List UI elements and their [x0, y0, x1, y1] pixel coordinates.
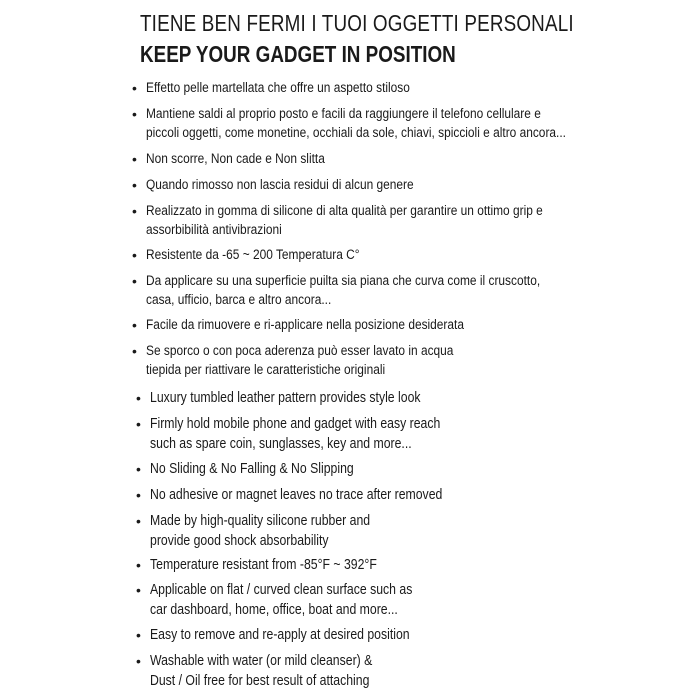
english-heading: KEEP YOUR GADGET IN POSITION	[140, 41, 456, 67]
bullet-icon: •	[132, 247, 137, 263]
list-item-text: No Sliding & No Falling & No Slipping	[150, 461, 354, 477]
list-item-text: Applicable on flat / curved clean surface such as	[150, 582, 413, 598]
bullet-icon: •	[132, 151, 137, 167]
list-item-text: Quando rimosso non lascia residui di alcun genere	[146, 177, 414, 193]
bullet-icon: •	[132, 106, 137, 122]
list-item-text: provide good shock absorbability	[150, 533, 329, 549]
list-item-text: Made by high-quality silicone rubber and	[150, 513, 371, 529]
bullet-icon: •	[136, 487, 141, 503]
list-item-text: piccoli oggetti, come monetine, occhiali da sole, chiavi, spiccioli e altro ancora...	[146, 125, 566, 141]
list-item-text: Facile da rimuovere e ri-applicare nella posizione desiderata	[146, 317, 464, 333]
list-item-text: such as spare coin, sunglasses, key and more...	[150, 436, 412, 452]
bullet-icon: •	[132, 203, 137, 219]
list-item-text: Mantiene saldi al proprio posto e facili da raggiungere il telefono cellulare e	[146, 106, 541, 122]
list-item-text: Firmly hold mobile phone and gadget with easy reach	[150, 416, 441, 432]
list-item-text: Se sporco o con poca aderenza può esser lavato in acqua	[146, 343, 454, 359]
list-item-text: Easy to remove and re-apply at desired position	[150, 627, 410, 643]
bullet-icon: •	[132, 80, 137, 96]
list-item-text: Resistente da -65 ~ 200 Temperatura C°	[146, 247, 360, 263]
bullet-icon: •	[132, 343, 137, 359]
italian-heading: TIENE BEN FERMI I TUOI OGGETTI PERSONALI	[140, 10, 574, 36]
bullet-icon: •	[136, 653, 141, 669]
bullet-icon: •	[136, 627, 141, 643]
list-item-text: Effetto pelle martellata che offre un aspetto stiloso	[146, 80, 410, 96]
list-item-text: Da applicare su una superficie puilta sia piana che curva come il cruscotto,	[146, 273, 541, 289]
list-item-text: assorbibilità antivibrazioni	[146, 222, 282, 238]
bullet-icon: •	[136, 461, 141, 477]
list-item-text: Realizzato in gomma di silicone di alta qualità per garantire un ottimo grip e	[146, 203, 543, 219]
bullet-icon: •	[132, 177, 137, 193]
list-item-text: Non scorre, Non cade e Non slitta	[146, 151, 325, 167]
list-item-text: casa, ufficio, barca e altro ancora...	[146, 292, 332, 308]
list-item-text: Washable with water (or mild cleanser) &	[150, 653, 373, 669]
bullet-icon: •	[136, 582, 141, 598]
list-item-text: Temperature resistant from -85°F ~ 392°F	[150, 557, 377, 573]
list-item-text: Dust / Oil free for best result of attaching	[150, 673, 370, 689]
list-item-text: tiepida per riattivare le caratteristiche originali	[146, 362, 386, 378]
bullet-icon: •	[136, 390, 141, 406]
bullet-icon: •	[132, 273, 137, 289]
list-item-text: No adhesive or magnet leaves no trace after removed	[150, 487, 443, 503]
bullet-icon: •	[136, 416, 141, 432]
bullet-icon: •	[136, 513, 141, 529]
list-item-text: Luxury tumbled leather pattern provides style look	[150, 390, 421, 406]
list-item-text: car dashboard, home, office, boat and more...	[150, 602, 398, 618]
bullet-icon: •	[136, 557, 141, 573]
bullet-icon: •	[132, 317, 137, 333]
